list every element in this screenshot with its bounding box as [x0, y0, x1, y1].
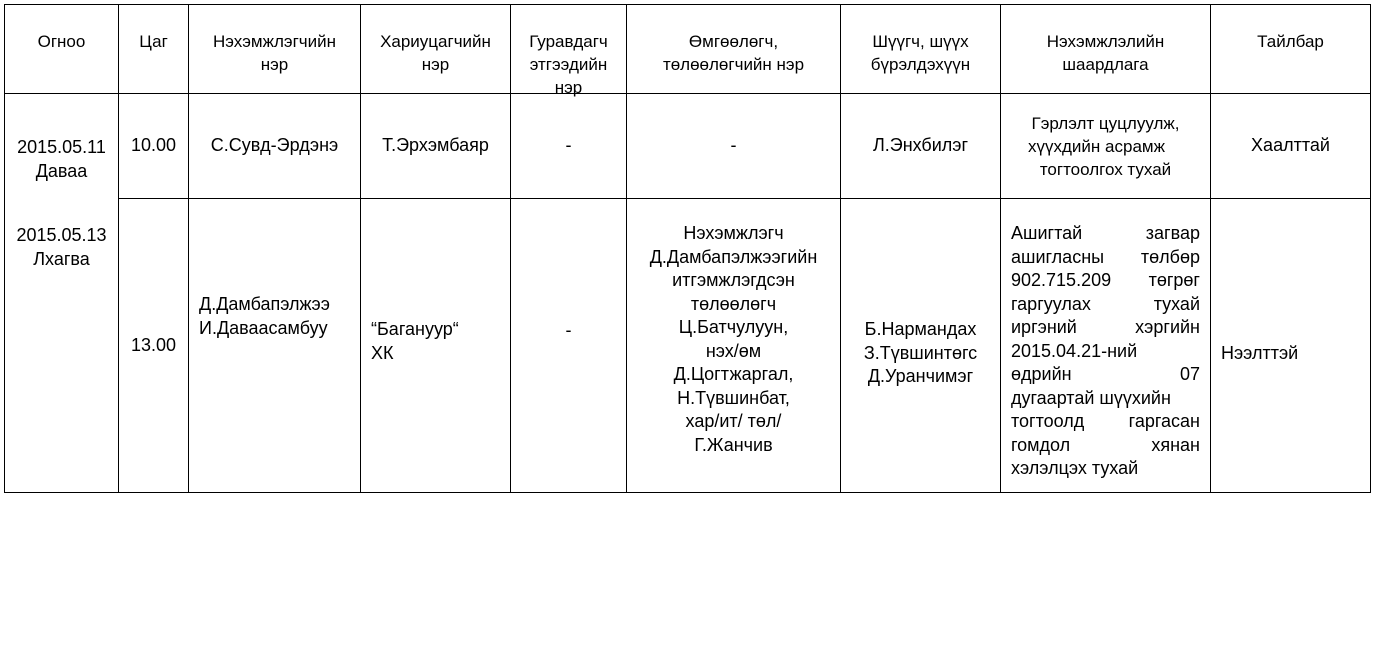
table-border-bottom: [4, 492, 1371, 493]
row1-note: Хаалттай: [1251, 135, 1330, 156]
header-time: Цаг: [139, 32, 168, 51]
header-plaintiff: Нэхэмжлэгчийн нэр: [212, 32, 337, 74]
table-border-right: [1370, 4, 1371, 493]
row2-time: 13.00: [130, 334, 177, 355]
row1-representative: -: [730, 135, 737, 156]
header-representative: Өмгөөлөгч, төлөөлөгчийн нэр: [662, 32, 805, 74]
row2-plaintiff: Д.Дамбапэлжээ И.Даваасамбуу: [199, 294, 330, 338]
row1-judges: Л.Энхбилэг: [872, 135, 969, 156]
row2-date: 2015.05.13 Лхагва: [16, 225, 107, 269]
row1-claim: Гэрлэлт цуцлуулж, хүүхдийн асрамж тогтоолгох тухай: [1028, 113, 1180, 179]
row2-note: Нээлттэй: [1221, 343, 1299, 364]
row2-defendant: “Багануур“ ХК: [371, 319, 459, 363]
row1-plaintiff: С.Сувд-Эрдэнэ: [210, 135, 339, 156]
header-date: Огноо: [37, 32, 86, 51]
row2-judges: Б.Нармандах З.Түвшинтөгс Д.Уранчимэг: [863, 319, 978, 386]
row1-date: 2015.05.11 Даваа: [17, 137, 106, 181]
row1-time: 10.00: [130, 135, 177, 156]
header-defendant: Хариуцагчийн нэр: [380, 32, 491, 74]
row1-defendant: Т.Эрхэмбаяр: [382, 135, 489, 156]
row-divider: [118, 198, 1371, 199]
row1-third-party: -: [565, 135, 572, 156]
header-claim: Нэхэмжлэлийн шаардлага: [1046, 32, 1165, 74]
header-judges: Шүүгч, шүүх бүрэлдэхүүн: [870, 32, 971, 74]
row2-claim: Ашигтай загвар ашигласны төлбөр 902.715.209 төгрөг гаргуулах тухай иргэний хэргийн 2015.04.21-ний өдрийн 07 дугаартай шүүхийн тогтоолд гаргасан гомдол хянан хэлэлцэх тухай: [1011, 223, 1200, 478]
row2-representative: Нэхэмжлэгч Д.Дамбапэлжээгийн итгэмжлэгдсэн төлөөлөгч Ц.Батчулуун, нэх/өм Д.Цогтжаргал, Н.Түвшинбат, хар/ит/ төл/ Г.Жанчив: [649, 223, 818, 455]
row2-third-party: -: [565, 319, 572, 340]
header-third-party: Гуравдагч этгээдийн нэр: [529, 32, 608, 97]
header-note: Тайлбар: [1257, 32, 1324, 51]
